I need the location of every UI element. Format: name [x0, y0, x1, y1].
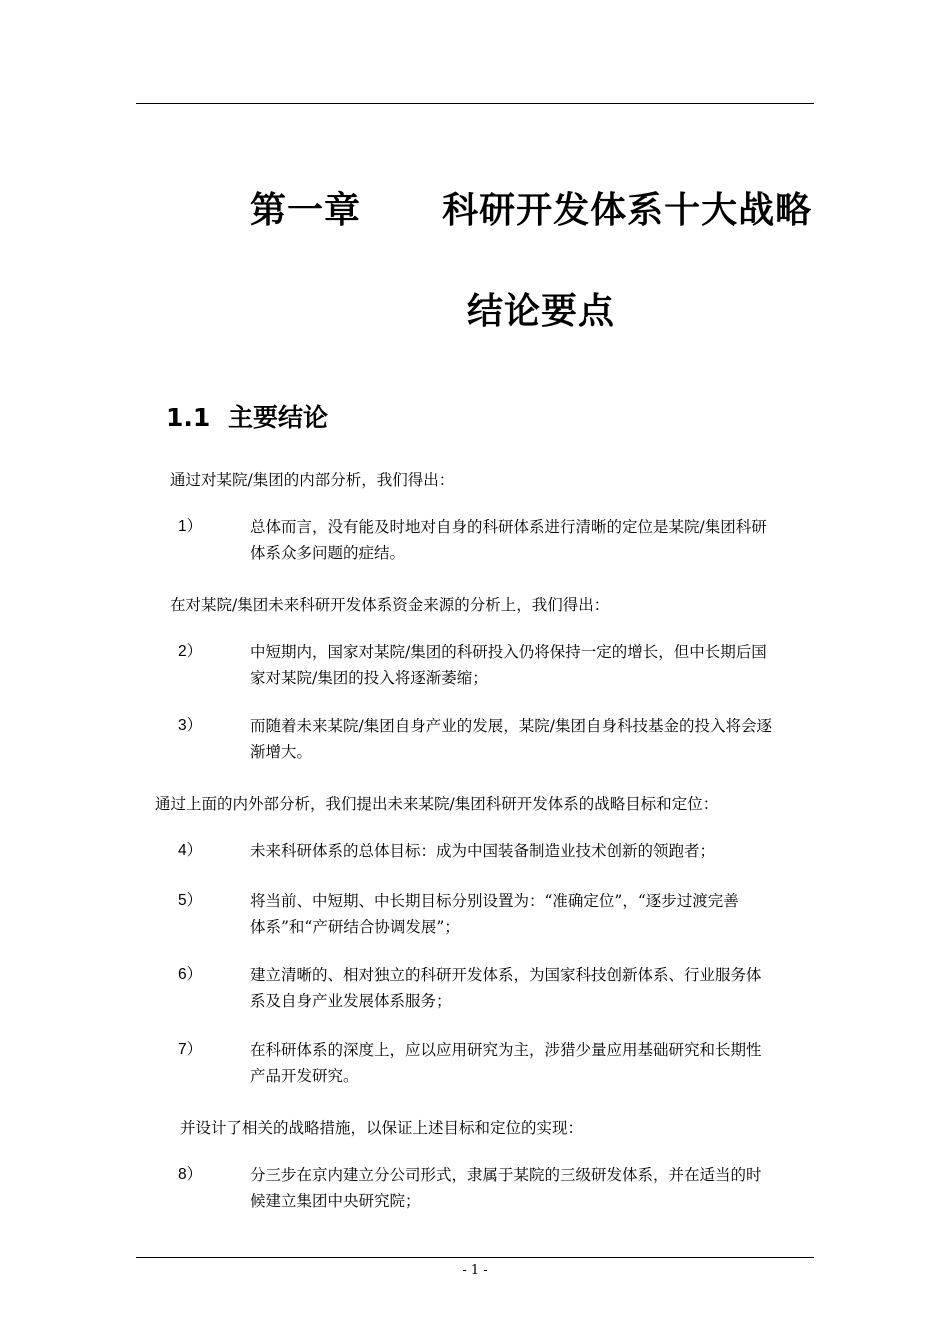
list-item-line: 体系众多问题的症结。 [250, 544, 406, 562]
list-item-line: 渐增大。 [250, 743, 313, 761]
list-item-line: 产品开发研究。 [250, 1067, 359, 1085]
list-item-text [250, 713, 820, 765]
header-rule [136, 103, 814, 104]
list-item-number: 3） [178, 717, 203, 734]
list-item-number: 7） [178, 1041, 203, 1058]
paragraph: 通过上面的内外部分析，我们提出未来某院/集团科研开发体系的战略目标和定位： [155, 795, 719, 813]
list-item-line: 将当前、中短期、中长期目标分别设置为：“准确定位”，“逐步过渡完善 [250, 892, 739, 910]
paragraph: 在对某院/集团未来科研开发体系资金来源的分析上，我们得出： [170, 596, 610, 614]
list-item-line: 分三步在京内建立分公司形式，隶属于某院的三级研发体系，并在适当的时 [250, 1166, 762, 1184]
list-item-line: 在科研体系的深度上，应以应用研究为主，涉猎少量应用基础研究和长期性 [250, 1041, 762, 1059]
list-item-text [250, 639, 820, 691]
list-item-number: 6） [178, 966, 203, 983]
page-number: - 1 - [462, 1263, 488, 1278]
list-item-line: 建立清晰的、相对独立的科研开发体系，为国家科技创新体系、行业服务体 [250, 966, 762, 984]
list-item-line: 未来科研体系的总体目标：成为中国装备制造业技术创新的领跑者； [250, 842, 716, 860]
list-item-line: 中短期内，国家对某院/集团的科研投入仍将保持一定的增长，但中长期后国 [250, 643, 767, 661]
list-item-text [250, 838, 820, 864]
list-item-number: 2） [178, 643, 203, 660]
chapter-title [250, 182, 812, 233]
section-title: 主要结论 [228, 403, 329, 432]
list-item-text [250, 962, 820, 1014]
list-item-line: 家对某院/集团的投入将逐渐萎缩； [250, 669, 488, 687]
list-item-line: 总体而言，没有能及时地对自身的科研体系进行清晰的定位是某院/集团科研 [250, 518, 767, 536]
section-heading [166, 398, 328, 434]
chapter-title-line1: 科研开发体系十大战略 [442, 190, 813, 231]
list-item-text [250, 1162, 820, 1214]
chapter-title-line2: 结论要点 [467, 291, 616, 332]
footer-rule [136, 1257, 814, 1258]
list-item-line: 候建立集团中央研究院； [250, 1192, 421, 1210]
list-item-number: 1） [178, 518, 203, 535]
paragraph: 并设计了相关的战略措施，以保证上述目标和定位的实现： [180, 1119, 584, 1137]
list-item-text [250, 888, 820, 940]
list-item-text [250, 514, 820, 566]
list-item-number: 5） [178, 892, 203, 909]
list-item-number: 8） [178, 1166, 203, 1183]
section-number: 1.1 [166, 403, 211, 432]
list-item-text [250, 1037, 820, 1089]
list-item-line: 而随着未来某院/集团自身产业的发展，某院/集团自身科技基金的投入将会逐 [250, 717, 772, 735]
list-item-line: 体系”和“产研结合协调发展”； [250, 918, 460, 936]
paragraph: 通过对某院/集团的内部分析，我们得出： [170, 471, 455, 489]
chapter-number: 第一章 [250, 190, 362, 231]
list-item-line: 系及自身产业发展体系服务； [250, 992, 452, 1010]
list-item-number: 4） [178, 842, 203, 859]
